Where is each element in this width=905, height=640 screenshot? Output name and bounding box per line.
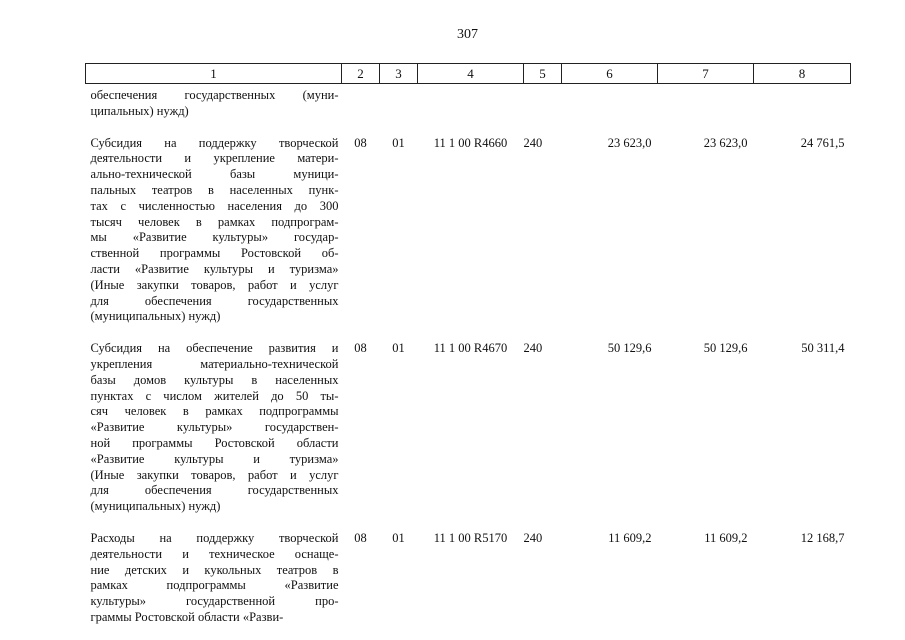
amount-year2-cell: 23 623,0 xyxy=(703,135,748,150)
expense-type-cell: 240 xyxy=(523,530,543,545)
description-line: ципальных) нужд) xyxy=(90,103,189,118)
expense-type-cell xyxy=(524,84,562,120)
table-row xyxy=(86,84,851,120)
subsection-cell: 01 xyxy=(392,135,405,150)
description-line: «Развитие культуры» государствен- xyxy=(90,420,339,435)
description-line: мы «Развитие культуры» государ- xyxy=(90,230,339,245)
page-number: 307 xyxy=(457,27,478,42)
column-header: 8 xyxy=(754,64,851,84)
row-spacer xyxy=(86,120,851,136)
column-header: 2 xyxy=(342,64,380,84)
table-row xyxy=(86,136,851,326)
description-cell xyxy=(86,136,342,326)
amount-year1-cell xyxy=(562,84,658,120)
column-header: 7 xyxy=(658,64,754,84)
budget-table xyxy=(85,63,851,626)
description-line: ственной программы Ростовской об- xyxy=(90,246,339,261)
description-line: (муниципальных) нужд) xyxy=(90,309,221,324)
description-line: деятельности и техническое оснаще- xyxy=(90,546,339,561)
description-line: пунктах с числом жителей до 50 ты- xyxy=(90,388,339,403)
target-article-cell: 11 1 00 R5170 xyxy=(433,530,508,545)
column-header: 6 xyxy=(562,64,658,84)
target-article-cell: 11 1 00 R4670 xyxy=(433,341,508,356)
description-line: граммы Ростовской области «Разви- xyxy=(90,609,284,624)
section-cell xyxy=(342,84,380,120)
description-line: культуры» государственной про- xyxy=(90,594,339,609)
table-body xyxy=(86,84,851,626)
amount-year3-cell: 50 311,4 xyxy=(801,341,845,356)
description-line: Субсидия на поддержку творческой xyxy=(90,135,339,150)
column-header: 5 xyxy=(524,64,562,84)
amount-year1-cell: 50 129,6 xyxy=(607,341,652,356)
description-line: пальных театров в населенных пунк- xyxy=(90,182,339,197)
subsection-cell xyxy=(380,84,418,120)
section-cell: 08 xyxy=(354,530,367,545)
table-row xyxy=(86,531,851,626)
description-line: деятельности и укрепление матери- xyxy=(90,151,339,166)
description-line: ние детских и кукольных театров в xyxy=(90,562,339,577)
description-line: Субсидия на обеспечение развития и xyxy=(90,341,339,356)
amount-year2-cell: 50 129,6 xyxy=(703,341,748,356)
section-cell: 08 xyxy=(354,341,367,356)
description-line: (Иные закупки товаров, работ и услуг xyxy=(90,277,339,292)
description-line: ласти «Развитие культуры и туризма» xyxy=(90,261,339,276)
amount-year2-cell xyxy=(658,84,754,120)
column-header: 1 xyxy=(86,64,342,84)
description-line: для обеспечения государственных xyxy=(90,293,339,308)
description-line: базы домов культуры в населенных xyxy=(90,372,339,387)
amount-year3-cell: 24 761,5 xyxy=(800,135,845,150)
subsection-cell: 01 xyxy=(392,530,405,545)
section-cell: 08 xyxy=(354,135,367,150)
description-line: укрепления материально-технической xyxy=(90,356,339,371)
column-header: 3 xyxy=(380,64,418,84)
description-line: (муниципальных) нужд) xyxy=(90,499,221,514)
row-spacer xyxy=(86,515,851,531)
description-line: рамках подпрограммы «Развитие xyxy=(90,578,339,593)
description-line: Расходы на поддержку творческой xyxy=(90,530,339,545)
table-header xyxy=(86,64,851,84)
description-line: тах с численностью населения до 300 xyxy=(90,198,339,213)
row-spacer xyxy=(86,325,851,341)
column-header: 4 xyxy=(418,64,524,84)
description-line: ной программы Ростовской области xyxy=(90,435,339,450)
description-line: для обеспечения государственных xyxy=(90,483,339,498)
description-cell xyxy=(86,84,342,120)
description-line: сяч человек в рамках подпрограммы xyxy=(90,404,339,419)
table-row xyxy=(86,341,851,515)
amount-year3-cell: 12 168,7 xyxy=(800,530,845,545)
amount-year1-cell: 11 609,2 xyxy=(608,530,652,545)
description-cell xyxy=(86,531,342,626)
description-line: обеспечения государственных (муни- xyxy=(90,88,339,102)
amount-year1-cell: 23 623,0 xyxy=(607,135,652,150)
description-line: тысяч человек в рамках подпрограм- xyxy=(90,214,339,229)
target-article-cell: 11 1 00 R4660 xyxy=(433,135,508,150)
description-line: (Иные закупки товаров, работ и услуг xyxy=(90,467,339,482)
description-line: ально-технической базы муници- xyxy=(90,167,339,182)
target-article-cell xyxy=(418,84,524,120)
amount-year3-cell xyxy=(754,84,851,120)
description-cell xyxy=(86,341,342,515)
expense-type-cell: 240 xyxy=(523,341,543,356)
description-line: «Развитие культуры и туризма» xyxy=(90,451,339,466)
amount-year2-cell: 11 609,2 xyxy=(704,530,748,545)
subsection-cell: 01 xyxy=(392,341,405,356)
expense-type-cell: 240 xyxy=(523,135,543,150)
